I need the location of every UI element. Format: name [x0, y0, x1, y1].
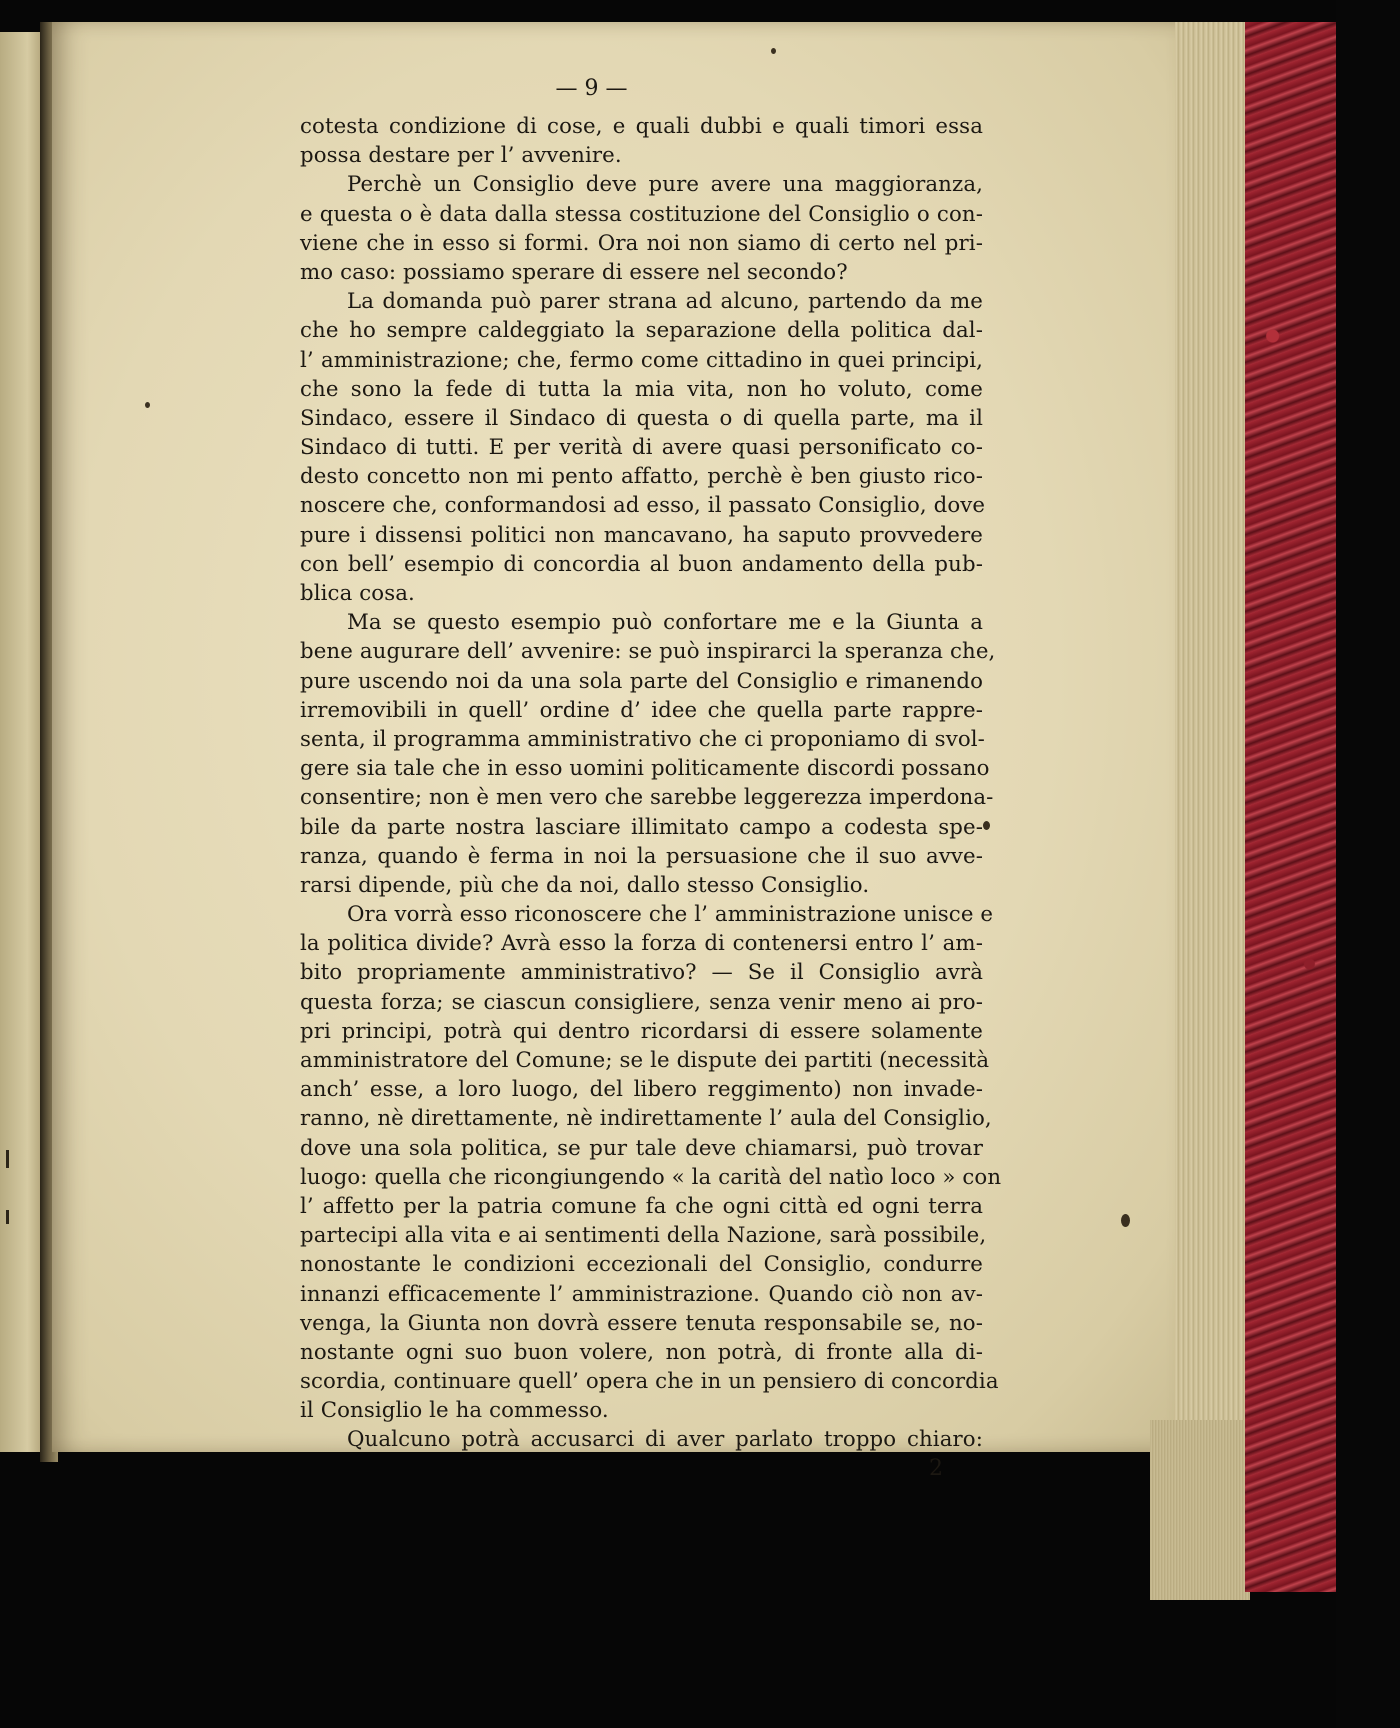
text-line: venga, la Giunta non dovrà essere tenuta responsabile se, no-: [300, 1310, 983, 1336]
text-line: Ora vorrà esso riconoscere che l’ amministrazione unisce e: [347, 902, 994, 928]
text-line: questa forza; se ciascun consigliere, senza venir meno ai pro-: [300, 989, 983, 1015]
body-text: [300, 112, 1002, 1455]
text-line: senta, il programma amministrativo che ci proponiamo di svol-: [300, 726, 985, 752]
page-text-column: [300, 74, 1002, 1483]
text-line: rarsi dipende, più che da noi, dallo stesso Consiglio.: [300, 872, 870, 898]
text-line: gere sia tale che in esso uomini politicamente discordi possano: [300, 756, 990, 782]
page-stack-edges-bottom: [1150, 1420, 1250, 1600]
marbled-cover-board: [1245, 22, 1337, 1592]
text-line: blica cosa.: [300, 581, 415, 606]
text-line: viene che in esso si formi. Ora noi non siamo di certo nel pri-: [300, 230, 983, 256]
text-line: innanzi efficacemente l’ amministrazione. Quando ciò non av-: [300, 1281, 983, 1307]
text-line: possa destare per l’ avvenire.: [300, 143, 622, 169]
text-line: irremovibili in quell’ ordine d’ idee che quella parte rappre-: [300, 697, 983, 723]
text-line: il Consiglio le ha commesso.: [300, 1398, 609, 1424]
text-line: Sindaco, essere il Sindaco di questa o di quella parte, ma il: [300, 405, 983, 431]
bleed-through-mark: [6, 1210, 9, 1224]
text-line: La domanda può parer strana ad alcuno, partendo da me: [347, 289, 983, 315]
text-line: ranza, quando è ferma in noi la persuasione che il suo avve-: [300, 843, 983, 869]
ink-speck: [983, 821, 990, 830]
text-line: consentire; non è men vero che sarebbe leggerezza imperdona-: [300, 785, 994, 811]
text-line: Ma se questo esempio può confortare me e la Giunta a: [347, 610, 983, 636]
text-line: Perchè un Consiglio deve pure avere una maggioranza,: [347, 172, 983, 198]
text-line: che ho sempre caldeggiato la separazione della politica dal-: [300, 318, 983, 344]
text-line: con bell’ esempio di concordia al buon andamento della pub-: [300, 551, 983, 577]
text-line: che sono la fede di tutta la mia vita, non ho voluto, come: [300, 376, 983, 402]
text-line: l’ affetto per la patria comune fa che ogni città ed ogni terra: [300, 1193, 983, 1219]
text-line: anch’ esse, a loro luogo, del libero reggimento) non invade-: [300, 1077, 983, 1103]
text-line: bene augurare dell’ avvenire: se può inspirarci la speranza che,: [300, 639, 996, 665]
bleed-through-mark: [6, 1150, 9, 1168]
page-number-header: — 9 —: [555, 76, 628, 101]
text-line: e questa o è data dalla stessa costituzione del Consiglio o con-: [300, 201, 983, 227]
page-stack-edges: [1175, 22, 1245, 1582]
text-line: nostante ogni suo buon volere, non potrà, di fronte alla di-: [300, 1339, 983, 1365]
text-line: Qualcuno potrà accusarci di aver parlato troppo chiaro:: [347, 1427, 983, 1453]
text-line: la politica divide? Avrà esso la forza di contenersi entro l’ am-: [300, 931, 983, 957]
text-line: Sindaco di tutti. E per verità di avere quasi personificato co-: [300, 435, 983, 461]
text-line: desto concetto non mi pento affatto, perchè è ben giusto rico-: [300, 464, 983, 490]
text-line: pri principi, potrà qui dentro ricordarsi di essere solamente: [300, 1018, 983, 1044]
text-line: bito propriamente amministrativo? — Se il Consiglio avrà: [300, 960, 983, 986]
text-line: bile da parte nostra lasciare illimitato campo a codesta spe-: [300, 814, 983, 840]
text-line: l’ amministrazione; che, fermo come cittadino in quei principi,: [300, 347, 983, 373]
text-line: noscere che, conformandosi ad esso, il passato Consiglio, dove: [300, 493, 986, 519]
ink-speck: [771, 48, 776, 54]
ink-speck: [145, 402, 150, 408]
text-line: amministratore del Comune; se le dispute dei partiti (necessità: [300, 1048, 990, 1073]
text-line: pure uscendo noi da una sola parte del Consiglio e rimanendo: [300, 668, 983, 694]
text-line: cotesta condizione di cose, e quali dubbi e quali timori essa: [300, 114, 983, 139]
text-line: luogo: quella che ricongiungendo « la carità del natìo loco » con: [300, 1164, 1002, 1190]
background-edge: [1336, 0, 1400, 1728]
text-line: scordia, continuare quell’ opera che in un pensiero di concordia: [300, 1369, 999, 1395]
ink-speck: [1121, 1214, 1130, 1227]
text-line: nonostante le condizioni eccezionali del Consiglio, condurre: [300, 1252, 983, 1278]
text-line: partecipi alla vita e ai sentimenti della Nazione, sarà possibile,: [300, 1223, 987, 1249]
text-line: ranno, nè direttamente, nè indirettamente l’ aula del Consiglio,: [300, 1106, 992, 1132]
text-line: mo caso: possiamo sperare di essere nel secondo?: [300, 259, 848, 285]
text-line: dove una sola politica, se pur tale deve chiamarsi, può trovar: [300, 1135, 983, 1161]
text-line: pure i dissensi politici non mancavano, ha saputo provvedere: [300, 522, 983, 548]
signature-mark: 2: [929, 1455, 943, 1481]
